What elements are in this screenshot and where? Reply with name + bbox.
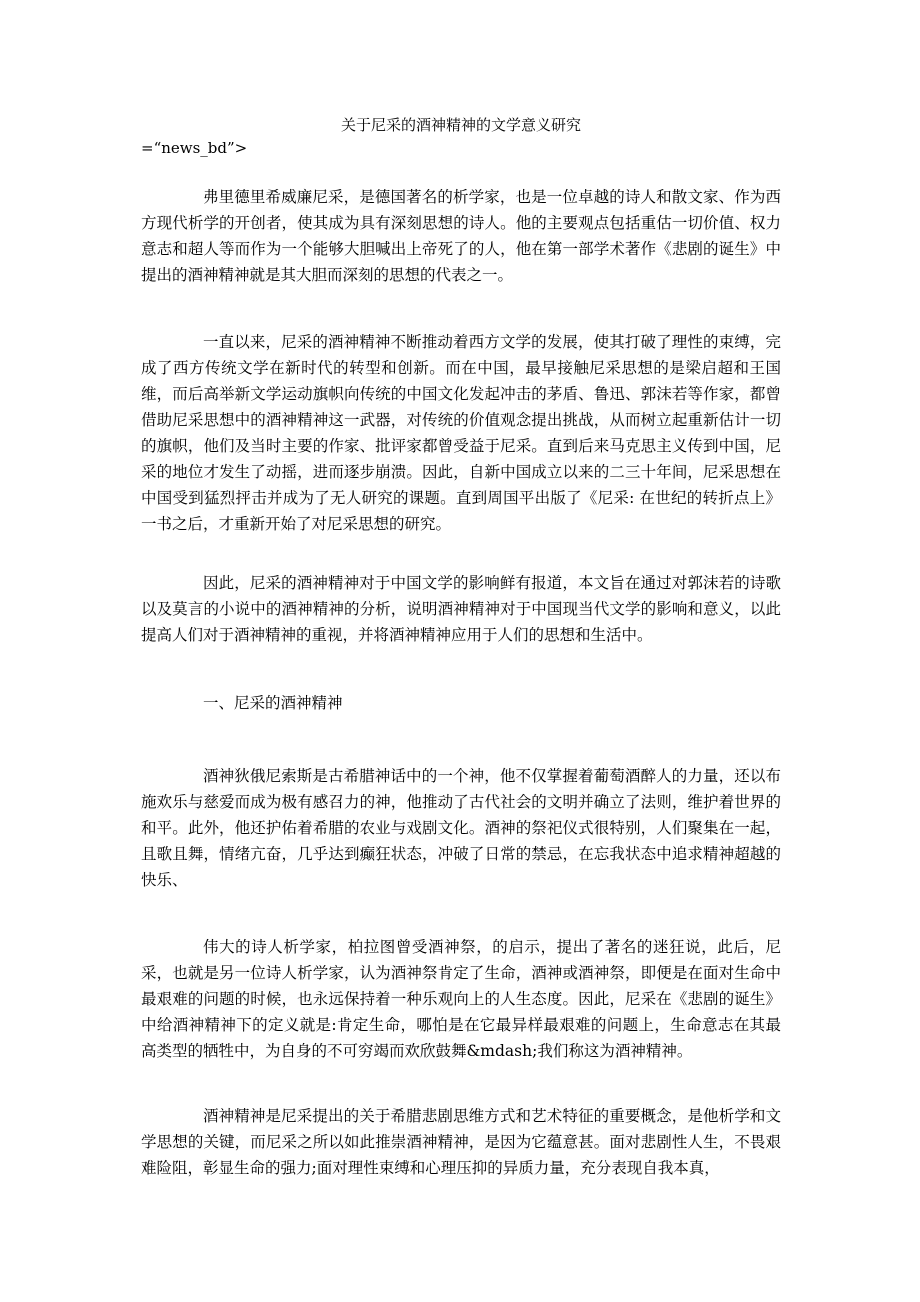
- paragraph-definition: 伟大的诗人析学家，柏拉图曾受酒神祭，的启示，提出了著名的迷狂说，此后，尼采，也就是另一位诗人析学家，认为酒神祭肯定了生命，酒神或酒神祭，即便是在面对生命中最艰难的问题的时候，也永远保持着一种乐观向上的人生态度。因此，尼采在《悲剧的诞生》中给酒神精神下的定义就是:肯定生命，哪怕是在它最异样最艰难的问题上，生命意志在其最高类型的牺牲中，为自身的不可穷竭而欢欣鼓舞&mdash;我们称这为酒神精神。: [141, 938, 781, 1060]
- document-title: 关于尼采的酒神精神的文学意义研究: [340, 116, 581, 134]
- stray-html-fragment: =“news_bd”>: [141, 139, 248, 157]
- paragraph-influence: 一直以来，尼采的酒神精神不断推动着西方文学的发展，使其打破了理性的束缚，完成了西方传统文学在新时代的转型和创新。而在中国，最早接触尼采思想的是梁启超和王国维，而后高举新文学运动旗帜向传统的中国文化发起冲击的茅盾、鲁迅、郭沫若等作家，都曾借助尼采思想中的酒神精神这一武器，对传统的价值观念提出挑战，从而树立起重新估计一切的旗帜，他们及当时主要的作家、批评家都曾受益于尼采。直到后来马克思主义传到中国，尼采的地位才发生了动摇，进而逐步崩溃。因此，自新中国成立以来的二三十年间，尼采思想在中国受到猛烈抨击并成为了无人研究的课题。直到周国平出版了《尼采: 在世纪的转折点上》一书之后，才重新开始了对尼采思想的研究。: [141, 333, 781, 533]
- section-heading: 一、尼采的酒神精神: [203, 694, 343, 712]
- paragraph-purpose: 因此，尼采的酒神精神对于中国文学的影响鲜有报道，本文旨在通过对郭沫若的诗歌以及莫言的小说中的酒神精神的分析，说明酒神精神对于中国现当代文学的影响和意义，以此提高人们对于酒神精神的重视，并将酒神精神应用于人们的思想和生活中。: [141, 574, 781, 644]
- paragraph-intro: 弗里德里希威廉尼采，是德国著名的析学家，也是一位卓越的诗人和散文家、作为西方现代析学的开创者，使其成为具有深刻思想的诗人。他的主要观点包括重估一切价值、权力意志和超人等而作为一个能够大胆喊出上帝死了的人，他在第一部学术著作《悲剧的诞生》中提出的酒神精神就是其大胆而深刻的思想的代表之一。: [141, 188, 781, 284]
- paragraph-concept: 酒神精神是尼采提出的关于希腊悲剧思维方式和艺术特征的重要概念，是他析学和文学思想的关键，而尼采之所以如此推崇酒神精神，是因为它蕴意甚。面对悲剧性人生，不畏艰难险阻，彰显生命的强力;面对理性束缚和心理压抑的异质力量，充分表现自我本真，: [141, 1107, 781, 1177]
- paragraph-dionysus: 酒神狄俄尼索斯是古希腊神话中的一个神，他不仅掌握着葡萄酒醉人的力量，还以布施欢乐与慈爱而成为极有感召力的神，他推动了古代社会的文明并确立了法则，维护着世界的和平。此外，他还护佑着希腊的农业与戏剧文化。酒神的祭祀仪式很特别，人们聚集在一起，且歌且舞，情绪亢奋，几乎达到癫狂状态，冲破了日常的禁忌，在忘我状态中追求精神超越的快乐、: [141, 767, 781, 889]
